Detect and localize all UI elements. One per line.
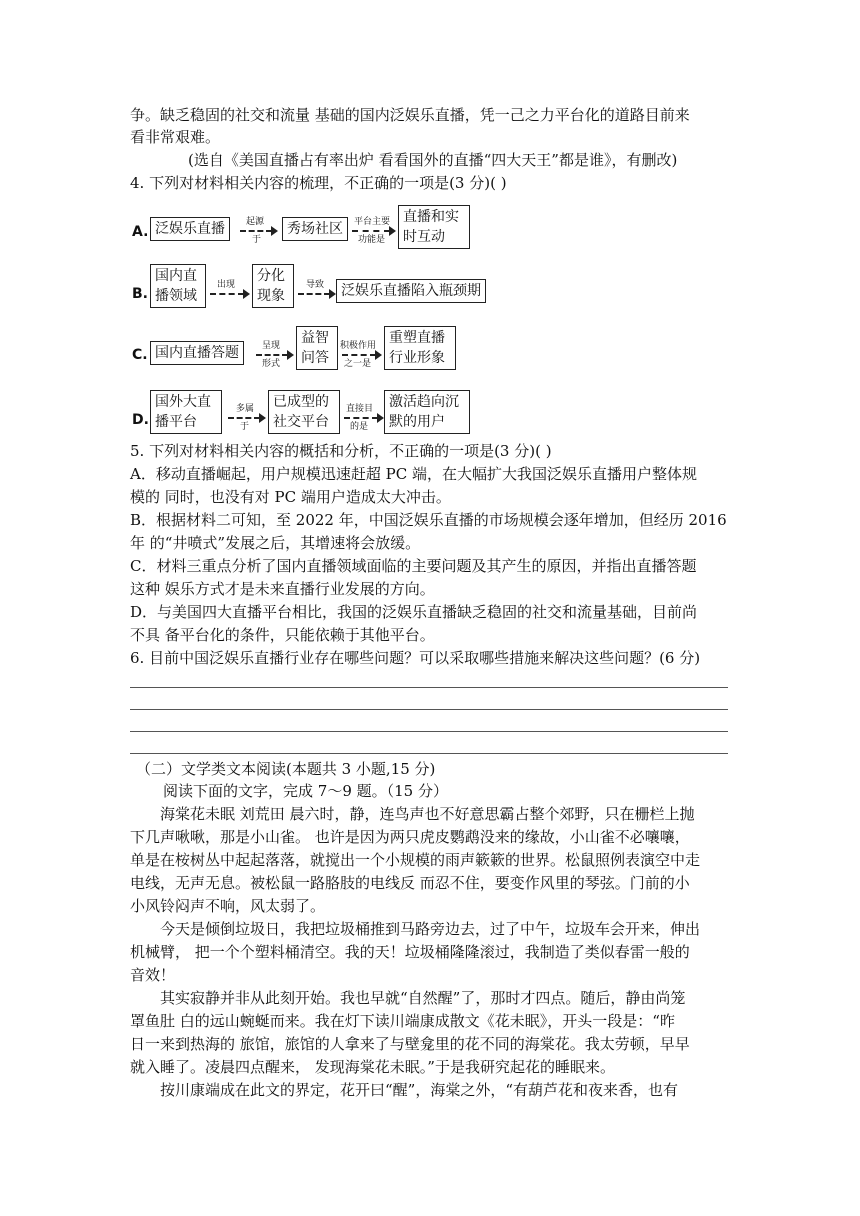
flow-box-line: 分化 xyxy=(257,268,285,284)
passage-line: 就入睡了。凌晨四点醒来， 发现海棠花未眠。”于是我研究起花的睡眠来。 xyxy=(130,1058,615,1076)
arrow-label: 积极作用 xyxy=(340,341,377,351)
option-d-text: D．与美国四大直播平台相比，我国的泛娱乐直播缺乏稳固的社交和流量基础，目前尚 xyxy=(130,603,698,621)
source-citation: (选自《美国直播占有率出炉 看看国外的直播“四大天王”都是谁》，有删改) xyxy=(188,151,678,169)
question-5-stem: 5. 下列对材料相关内容的概括和分析，不正确的一项是(3 分)( ) xyxy=(130,442,552,460)
arrow-label: 于 xyxy=(240,422,250,432)
passage-line: 机械臂， 把一个个塑料桶清空。我的天！垃圾桶隆隆滚过，我制造了类似春雷一般的 xyxy=(130,943,690,961)
flow-box: 国内直播答题 xyxy=(150,341,244,365)
flow-box-line: 国内直 xyxy=(155,268,197,284)
flow-box-line: 已成型的 xyxy=(273,394,329,410)
option-c-label: C. xyxy=(132,347,148,363)
flow-box: 秀场社区 xyxy=(282,217,348,241)
arrow-label: 出现 xyxy=(217,280,236,290)
flow-box-line: 播领域 xyxy=(155,288,197,304)
flow-box xyxy=(384,326,456,370)
option-b-label: B. xyxy=(132,286,148,302)
flow-box-line: 问答 xyxy=(301,350,329,366)
option-d-text: 不具 备平台化的条件，只能依赖于其他平台。 xyxy=(130,626,435,644)
arrow-right-icon xyxy=(342,354,376,356)
option-d-label: D. xyxy=(132,412,149,428)
flow-box-line: 社交平台 xyxy=(273,414,329,430)
flow-box-line: 国外大直 xyxy=(155,394,211,410)
flow-box xyxy=(150,264,206,308)
flow-box-line: 时互动 xyxy=(403,229,445,245)
option-c-text: C．材料三重点分析了国内直播领域面临的主要问题及其产生的原因，并指出直播答题 xyxy=(130,557,697,575)
option-b-text: B．根据材料二可知，至 2022 年，中国泛娱乐直播的市场规模会逐年增加，但经历 2016 xyxy=(130,511,727,529)
option-c-text: 这种 娱乐方式才是未来直播行业发展的方向。 xyxy=(130,580,435,598)
arrow-right-icon xyxy=(352,230,390,232)
question-4-stem: 4. 下列对材料相关内容的梳理，不正确的一项是(3 分)( ) xyxy=(130,174,507,192)
section-instructions: 阅读下面的文字，完成 7～9 题。（15 分） xyxy=(163,782,448,800)
flow-box-line: 直播和实 xyxy=(403,209,459,225)
section-heading: （二）文学类文本阅读(本题共 3 小题,15 分) xyxy=(136,760,436,778)
answer-line[interactable] xyxy=(130,753,728,754)
passage-line: 海棠花未眠 刘荒田 晨六时，静，连鸟声也不好意思霸占整个郊野，只在栅栏上抛 xyxy=(160,805,695,823)
arrow-right-icon xyxy=(256,354,288,356)
passage-line: 单是在桉树丛中起起落落，就搅出一个小规模的雨声簌簌的世界。松鼠照例表演空中走 xyxy=(130,851,701,869)
flow-box xyxy=(398,205,470,249)
flow-box-line: 默的用户 xyxy=(389,414,445,430)
option-a-text: 模的 同时，也没有对 PC 端用户造成太大冲击。 xyxy=(130,488,451,506)
flow-box xyxy=(268,390,340,434)
arrow-label: 功能是 xyxy=(358,235,386,245)
arrow-label: 直接目 xyxy=(346,404,374,414)
arrow-label: 之一是 xyxy=(344,359,372,369)
arrow-label: 的是 xyxy=(350,422,369,432)
flow-box-line: 行业形象 xyxy=(389,350,445,366)
answer-line[interactable] xyxy=(130,709,728,710)
flow-box xyxy=(384,390,470,434)
answer-line[interactable] xyxy=(130,687,728,688)
option-b-text: 年 的“井喷式”发展之后，其增速将会放缓。 xyxy=(130,534,421,552)
flow-box: 泛娱乐直播陷入瓶颈期 xyxy=(336,279,486,303)
passage-line: 日一来到热海的 旅馆，旅馆的人拿来了与壁龛里的花不同的海棠花。我太劳顿，早早 xyxy=(130,1035,690,1053)
flow-box-line: 播平台 xyxy=(155,414,197,430)
passage-line: 今天是倾倒垃圾日，我把垃圾桶推到马路旁边去，过了中午，垃圾车会开来，伸出 xyxy=(160,920,701,938)
flow-box: 泛娱乐直播 xyxy=(150,217,230,241)
text-line: 争。缺乏稳固的社交和流量 基础的国内泛娱乐直播，凭一己之力平台化的道路目前来 xyxy=(130,106,690,124)
arrow-label: 导致 xyxy=(306,280,325,290)
arrow-label: 起源 xyxy=(246,217,265,227)
arrow-right-icon xyxy=(298,293,330,295)
arrow-label: 呈现 xyxy=(262,341,281,351)
flow-box-line: 激活趋向沉 xyxy=(389,394,459,410)
arrow-right-icon xyxy=(240,230,272,232)
arrow-label: 平台主要 xyxy=(354,217,391,227)
passage-line: 下几声啾啾，那是小山雀。 也许是因为两只虎皮鹦鹉没来的缘故，小山雀不必嚷嚷， xyxy=(130,828,690,846)
arrow-label: 形式 xyxy=(262,359,281,369)
passage-line: 罩鱼肚 白的远山蜿蜒而来。我在灯下读川端康成散文《花未眠》，开头一段是：“昨 xyxy=(130,1012,675,1030)
passage-line: 电线，无声无息。被松鼠一路胳肢的电线反 而忍不住，要变作风里的琴弦。门前的小 xyxy=(130,874,690,892)
flow-box xyxy=(150,390,222,434)
arrow-label: 于 xyxy=(252,235,262,245)
flow-box xyxy=(296,326,338,370)
option-a-label: A. xyxy=(132,224,149,240)
text-line: 看非常艰难。 xyxy=(130,128,221,146)
flow-box xyxy=(252,264,294,308)
flow-box-line: 现象 xyxy=(257,288,285,304)
option-a-text: A．移动直播崛起，用户规模迅速赶超 PC 端，在大幅扩大我国泛娱乐直播用户整体规 xyxy=(130,465,697,483)
flow-box-line: 益智 xyxy=(301,330,329,346)
passage-line: 按川康端成在此文的界定，花开曰“醒”，海棠之外，“有葫芦花和夜来香，也有 xyxy=(160,1081,679,1099)
arrow-right-icon xyxy=(210,293,244,295)
arrow-right-icon xyxy=(228,417,260,419)
passage-line: 小风铃闷声不响，风太弱了。 xyxy=(130,897,326,915)
flow-box-line: 重塑直播 xyxy=(389,330,445,346)
arrow-label: 多属 xyxy=(236,404,255,414)
passage-line: 音效！ xyxy=(130,966,176,984)
question-6-stem: 6. 目前中国泛娱乐直播行业存在哪些问题？可以采取哪些措施来解决这些问题？(6 分) xyxy=(130,649,701,667)
passage-line: 其实寂静并非从此刻开始。我也早就“自然醒”了，那时才四点。随后，静由尚笼 xyxy=(160,989,686,1007)
answer-line[interactable] xyxy=(130,731,728,732)
arrow-right-icon xyxy=(344,417,378,419)
